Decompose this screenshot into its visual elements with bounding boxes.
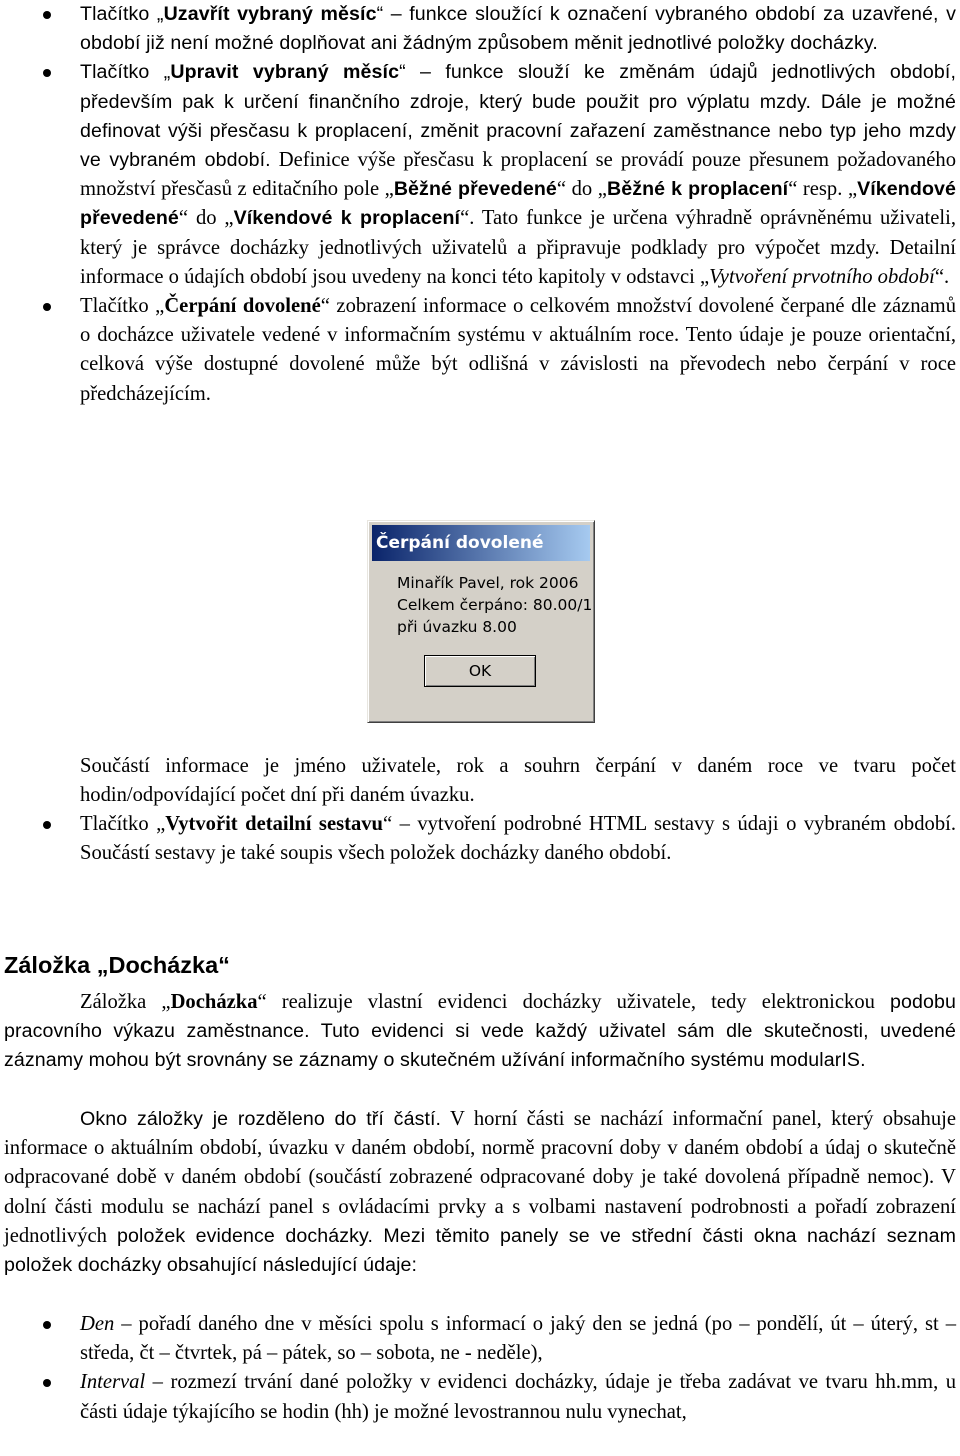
- list-item: [0, 1368, 960, 1426]
- item-text: “ – funkce sloužící k označení vybraného období za uzavřené, v období již není možné doplňovat ani žádným způsobem měnit jednotlivé položky docházky.: [80, 3, 956, 55]
- field-name: Běžné převedené: [393, 178, 557, 201]
- bullet-icon: [43, 303, 51, 311]
- field-term: Interval: [80, 1371, 146, 1394]
- button-name: Vytvořit detailní sestavu: [165, 813, 383, 835]
- list-item: [0, 58, 960, 292]
- item-text: “ – vytvoření podrobné HTML sestavy s údaji o vybraném období.: [383, 813, 956, 835]
- field-list: [0, 1310, 960, 1427]
- bullet-icon: [43, 11, 51, 19]
- button-name: Upravit vybraný měsíc: [170, 61, 400, 84]
- button-name: Uzavřít vybraný měsíc: [163, 3, 377, 25]
- dialog-note: Součástí informace je jméno uživatele, rok a souhrn čerpání v daném roce ve tvaru počet hodin/odpovídající počet dní při daném úvazku.: [80, 755, 956, 807]
- paragraph-text: Okno záložky je rozděleno do tří částí.: [80, 1108, 442, 1130]
- item-text: – rozmezí trvání dané položky v evidenci docházky, údaje je třeba zadávat ve tvaru hh.mm, u části údaje týkajícího se hodin (hh) je možné levostrannou nulu vynechat,: [80, 1371, 956, 1423]
- item-text: “ zobrazení informace o celkovém množství dovolené čerpané dle záznamů o docházce uživatele vedené v informačním systému v aktuálním roce.: [80, 295, 956, 347]
- paragraph-text: položek evidence docházky. Mezi těmito panely se ve střední části okna nachází seznam položek docházky obsahující následující údaje:: [4, 1224, 956, 1277]
- item-text: “. Tato funkce je určena výhradně oprávněnému uživateli, který je správce docházky jednotlivých uživatelů a připravuje podklady pro výpočet mzdy. Detailní informace o údajích období jsou uvedeny na konci této kapitoly v odstavci „: [80, 207, 957, 288]
- item-text: “ resp. „: [788, 178, 858, 201]
- button-description-list: [0, 0, 960, 409]
- button-name: Čerpání dovolené: [164, 295, 321, 318]
- dialog-message: [397, 572, 592, 638]
- bullet-icon: [43, 1379, 51, 1387]
- bullet-icon: [43, 69, 51, 77]
- field-name: Víkendové k proplacení: [233, 207, 461, 230]
- field-name: Běžné k proplacení: [606, 178, 789, 201]
- tab-name: Docházka: [170, 991, 258, 1013]
- item-text: “ do „: [178, 207, 234, 230]
- paragraph-text: “ realizuje vlastní evidenci docházky uživatele, tedy elektronickou: [257, 991, 891, 1013]
- item-text: “ do „: [556, 178, 607, 201]
- vacation-dialog: [367, 520, 595, 723]
- paragraph-text: podobu pracovního výkazu zaměstnance. Tuto evidenci si vede každý uživatel sám dle skutečnosti, uvedené záznamy mohou být srovnány se záznamy o skutečném užívání informačního systému modularIS.: [4, 991, 957, 1072]
- dialog-line-total: Celkem čerpáno: 80.00/1: [397, 596, 593, 614]
- field-name: Víkendové převedené: [80, 178, 957, 230]
- bullet-icon: [43, 821, 51, 829]
- item-lead: Tlačítko „: [80, 61, 171, 84]
- section-heading: Záložka „Docházka“: [4, 952, 230, 978]
- paragraph: [4, 988, 956, 1076]
- field-term: Den: [80, 1313, 115, 1335]
- item-text: Tento údaje je pouze orientační, celková výše dostupné dovolené může být odlišná v závislosti na převodech nebo čerpání v roce předcházejícím.: [80, 324, 956, 405]
- list-item: [0, 810, 960, 868]
- item-text: – pořadí daného dne v měsíci spolu s informací o jaký den se jedná (po – pondělí, út – úterý, st – středa, čt – čtvrtek, pá – pátek, so – sobota, ne - neděle),: [80, 1313, 956, 1365]
- item-text: “ – funkce slouží ke změnám údajů jednotlivých období, především pak k určení finančního zdroje, který bude použit pro výplatu mzdy. Dále je možné definovat výši přesčasu k proplacení, změnit pracovní zařazení zaměstnance nebo typ jeho mzdy ve vybraném období.: [80, 61, 956, 172]
- dialog-line-workload: při úvazku 8.00: [397, 618, 517, 636]
- item-text: “.: [934, 265, 950, 288]
- ok-button[interactable]: OK: [424, 655, 536, 687]
- item-lead: Tlačítko „: [80, 3, 164, 25]
- paragraph-text: V horní části se nachází informační panel, který obsahuje informace o aktuálním období, úvazku v daném období, normě pracovní doby v daném období a údaj o skutečně odpracované době v daném období (součástí zobrazené odpracované doby je také dovolená případně nemoc). V dolní části modulu se nachází panel s ovládacími prvky a s volbami nastavení podrobnosti a pořadí zobrazení jednotlivých: [4, 1108, 956, 1247]
- dialog-line-user: Minařík Pavel, rok 2006: [397, 574, 579, 592]
- item-text: Definice výše přesčasu k proplacení se provádí pouze přesunem požadovaného množství přesčasů z editačního pole „: [80, 149, 957, 201]
- paragraph: [4, 1105, 956, 1280]
- report-button-list: [0, 810, 960, 868]
- dialog-title: Čerpání dovolené: [372, 525, 590, 561]
- item-lead: Tlačítko „: [80, 813, 166, 835]
- bullet-icon: [43, 1321, 51, 1329]
- list-item: [0, 292, 960, 409]
- list-item: [0, 0, 960, 58]
- item-lead: Tlačítko „: [80, 295, 165, 318]
- item-text: Součástí sestavy je také soupis všech položek docházky daného období.: [80, 842, 672, 865]
- section-reference: Vytvoření prvotního období: [709, 265, 935, 288]
- list-item: [0, 1310, 960, 1368]
- paragraph-text: Záložka „: [80, 991, 171, 1013]
